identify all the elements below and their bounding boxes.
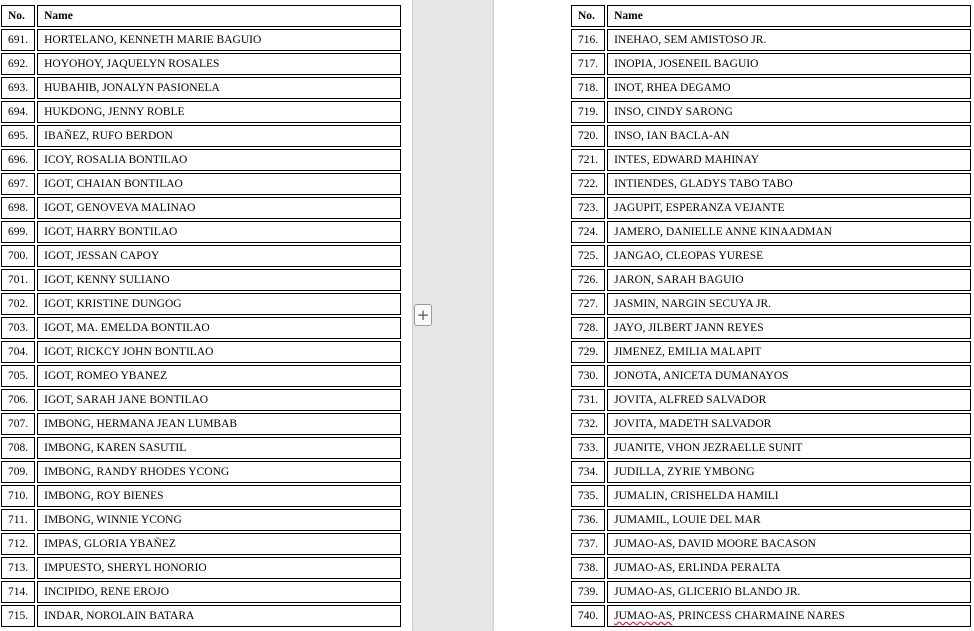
table-row <box>571 365 971 387</box>
row-name-cell[interactable]: JIMENEZ, EMILIA MALAPIT <box>607 341 971 363</box>
row-number-cell[interactable]: 698. <box>1 197 35 219</box>
row-number-cell[interactable]: 704. <box>1 341 35 363</box>
row-number-cell[interactable]: 723. <box>571 197 605 219</box>
row-name-cell[interactable]: INOPIA, JOSENEIL BAGUIO <box>607 53 971 75</box>
table-row <box>1 533 401 555</box>
table-row <box>1 101 401 123</box>
table-row <box>571 485 971 507</box>
row-number-cell[interactable]: 699. <box>1 221 35 243</box>
table-row <box>1 365 401 387</box>
row-number-cell[interactable]: 721. <box>571 149 605 171</box>
row-number-cell[interactable]: 705. <box>1 365 35 387</box>
table-row <box>1 221 401 243</box>
row-number-cell[interactable]: 694. <box>1 101 35 123</box>
row-number-cell[interactable]: 707. <box>1 413 35 435</box>
row-name-cell[interactable]: JANGAO, CLEOPAS YURESE <box>607 245 971 267</box>
row-number-cell[interactable]: 722. <box>571 173 605 195</box>
row-name-cell[interactable]: JUMALIN, CRISHELDA HAMILI <box>607 485 971 507</box>
column-header-no: No. <box>1 5 35 27</box>
row-number-cell[interactable]: 730. <box>571 365 605 387</box>
row-number-cell[interactable]: 693. <box>1 77 35 99</box>
row-name-cell[interactable]: INCIPIDO, RENE EROJO <box>37 581 401 603</box>
row-name-cell[interactable]: IBAÑEZ, RUFO BERDON <box>37 125 401 147</box>
document-page-left <box>0 0 412 631</box>
row-number-cell[interactable]: 718. <box>571 77 605 99</box>
row-number-cell[interactable]: 691. <box>1 29 35 51</box>
row-number-cell[interactable]: 728. <box>571 317 605 339</box>
table-row <box>1 53 401 75</box>
row-name-cell[interactable]: JOVITA, MADETH SALVADOR <box>607 413 971 435</box>
table-row <box>1 317 401 339</box>
row-name-cell[interactable]: JUDILLA, ZYRIE YMBONG <box>607 461 971 483</box>
row-name-cell[interactable]: IMBONG, ROY BIENES <box>37 485 401 507</box>
table-row <box>571 389 971 411</box>
table-row <box>571 533 971 555</box>
row-name-cell[interactable]: IMPAS, GLORIA YBAÑEZ <box>37 533 401 555</box>
row-number-cell[interactable]: 703. <box>1 317 35 339</box>
table-row <box>571 53 971 75</box>
row-number-cell[interactable]: 733. <box>571 437 605 459</box>
column-header-name: Name <box>607 5 971 27</box>
row-number-cell[interactable]: 700. <box>1 245 35 267</box>
table-row <box>1 485 401 507</box>
row-number-cell[interactable]: 734. <box>571 461 605 483</box>
row-number-cell[interactable]: 724. <box>571 221 605 243</box>
row-name-cell[interactable]: JAGUPIT, ESPERANZA VEJANTE <box>607 197 971 219</box>
row-name-cell[interactable]: INOT, RHEA DEGAMO <box>607 77 971 99</box>
row-number-cell[interactable]: 692. <box>1 53 35 75</box>
row-name-cell[interactable]: IMBONG, RANDY RHODES YCONG <box>37 461 401 483</box>
row-number-cell[interactable]: 714. <box>1 581 35 603</box>
row-name-cell[interactable]: JUANITE, VHON JEZRAELLE SUNIT <box>607 437 971 459</box>
table-row <box>1 437 401 459</box>
row-name-cell[interactable]: IGOT, MA. EMELDA BONTILAO <box>37 317 401 339</box>
row-name-cell[interactable]: HORTELANO, KENNETH MARIE BAGUIO <box>37 29 401 51</box>
table-header-row <box>571 5 971 27</box>
table-row <box>571 317 971 339</box>
row-number-cell[interactable]: 740. <box>571 605 605 627</box>
table-row <box>1 125 401 147</box>
row-name-cell[interactable]: IMBONG, HERMANA JEAN LUMBAB <box>37 413 401 435</box>
row-name-cell[interactable]: ICOY, ROSALIA BONTILAO <box>37 149 401 171</box>
row-name-cell[interactable]: INTES, EDWARD MAHINAY <box>607 149 971 171</box>
row-number-cell[interactable]: 716. <box>571 29 605 51</box>
row-name-cell[interactable]: IGOT, RICKCY JOHN BONTILAO <box>37 341 401 363</box>
table-row <box>1 413 401 435</box>
table-row <box>571 581 971 603</box>
table-row <box>571 149 971 171</box>
row-name-cell[interactable]: IGOT, ROMEO YBANEZ <box>37 365 401 387</box>
table-row <box>571 77 971 99</box>
row-name-cell[interactable]: INDAR, NOROLAIN BATARA <box>37 605 401 627</box>
row-number-cell[interactable]: 738. <box>571 557 605 579</box>
table-row <box>1 509 401 531</box>
row-name-cell[interactable]: IGOT, GENOVEVA MALINAO <box>37 197 401 219</box>
row-name-cell[interactable]: IMBONG, KAREN SASUTIL <box>37 437 401 459</box>
row-number-cell[interactable]: 725. <box>571 245 605 267</box>
table-row <box>1 389 401 411</box>
row-name-cell[interactable]: JUMAO-AS, DAVID MOORE BACASON <box>607 533 971 555</box>
table-row <box>1 341 401 363</box>
row-name-cell[interactable]: IMBONG, WINNIE YCONG <box>37 509 401 531</box>
table-row <box>571 557 971 579</box>
row-number-cell[interactable]: 706. <box>1 389 35 411</box>
row-name-cell[interactable]: JASMIN, NARGIN SECUYA JR. <box>607 293 971 315</box>
row-name-cell[interactable]: IGOT, JESSAN CAPOY <box>37 245 401 267</box>
row-name-cell[interactable]: IGOT, KENNY SULIANO <box>37 269 401 291</box>
row-number-cell[interactable]: 697. <box>1 173 35 195</box>
table-row <box>571 605 971 627</box>
table-row <box>571 197 971 219</box>
table-header-row <box>1 5 401 27</box>
table-row <box>571 125 971 147</box>
plus-icon: + <box>416 306 430 324</box>
table-row <box>1 269 401 291</box>
row-number-cell[interactable]: 735. <box>571 485 605 507</box>
row-number-cell[interactable]: 736. <box>571 509 605 531</box>
row-number-cell[interactable]: 708. <box>1 437 35 459</box>
row-number-cell[interactable]: 711. <box>1 509 35 531</box>
column-header-name: Name <box>37 5 401 27</box>
table-row <box>1 173 401 195</box>
table-row <box>1 29 401 51</box>
roster-table-left <box>0 3 403 629</box>
row-number-cell[interactable]: 737. <box>571 533 605 555</box>
row-name-cell[interactable]: IGOT, SARAH JANE BONTILAO <box>37 389 401 411</box>
row-number-cell[interactable]: 696. <box>1 149 35 171</box>
row-name-cell[interactable]: JUMAO-AS, ERLINDA PERALTA <box>607 557 971 579</box>
roster-table-right <box>569 3 973 629</box>
spellcheck-flagged-word[interactable]: JUMAO-AS <box>614 610 673 622</box>
row-name-cell[interactable]: JONOTA, ANICETA DUMANAYOS <box>607 365 971 387</box>
table-row <box>571 413 971 435</box>
table-row <box>571 221 971 243</box>
table-row <box>1 605 401 627</box>
row-number-cell[interactable]: 726. <box>571 269 605 291</box>
row-number-cell[interactable]: 709. <box>1 461 35 483</box>
table-row <box>1 149 401 171</box>
row-number-cell[interactable]: 739. <box>571 581 605 603</box>
row-name-cell[interactable]: INTIENDES, GLADYS TABO TABO <box>607 173 971 195</box>
row-name-cell[interactable]: JAMERO, DANIELLE ANNE KINAADMAN <box>607 221 971 243</box>
row-name-cell[interactable]: JUMAO-AS, PRINCESS CHARMAINE NARES <box>607 605 971 627</box>
table-row <box>1 293 401 315</box>
row-name-cell[interactable]: HUKDONG, JENNY ROBLE <box>37 101 401 123</box>
row-name-cell[interactable]: HOYOHOY, JAQUELYN ROSALES <box>37 53 401 75</box>
table-row <box>571 461 971 483</box>
table-row <box>571 245 971 267</box>
row-number-cell[interactable]: 731. <box>571 389 605 411</box>
table-row <box>571 509 971 531</box>
row-name-cell[interactable]: JUMAO-AS, GLICERIO BLANDO JR. <box>607 581 971 603</box>
row-number-cell[interactable]: 720. <box>571 125 605 147</box>
row-number-cell[interactable]: 715. <box>1 605 35 627</box>
row-name-cell[interactable]: HUBAHIB, JONALYN PASIONELA <box>37 77 401 99</box>
row-number-cell[interactable]: 727. <box>571 293 605 315</box>
row-name-cell[interactable]: INSO, CINDY SARONG <box>607 101 971 123</box>
table-row <box>1 461 401 483</box>
row-name-cell[interactable]: IGOT, HARRY BONTILAO <box>37 221 401 243</box>
table-row <box>1 557 401 579</box>
add-table-row-button[interactable] <box>414 304 432 326</box>
table-row <box>571 293 971 315</box>
row-number-cell[interactable]: 729. <box>571 341 605 363</box>
table-row <box>1 245 401 267</box>
row-name-cell[interactable]: JOVITA, ALFRED SALVADOR <box>607 389 971 411</box>
document-page-right <box>494 0 974 631</box>
row-name-cell[interactable]: INEHAO, SEM AMISTOSO JR. <box>607 29 971 51</box>
row-number-cell[interactable]: 695. <box>1 125 35 147</box>
row-name-cell[interactable]: IMPUESTO, SHERYL HONORIO <box>37 557 401 579</box>
table-row <box>571 173 971 195</box>
column-header-no: No. <box>571 5 605 27</box>
row-number-cell[interactable]: 701. <box>1 269 35 291</box>
row-number-cell[interactable]: 713. <box>1 557 35 579</box>
table-row <box>571 29 971 51</box>
row-name-cell[interactable]: IGOT, CHAIAN BONTILAO <box>37 173 401 195</box>
table-row <box>1 77 401 99</box>
table-row <box>1 197 401 219</box>
row-name-cell[interactable]: JARON, SARAH BAGUIO <box>607 269 971 291</box>
row-number-cell[interactable]: 719. <box>571 101 605 123</box>
table-row <box>571 101 971 123</box>
table-row <box>571 269 971 291</box>
row-name-cell[interactable]: INSO, IAN BACLA-AN <box>607 125 971 147</box>
row-name-cell[interactable]: IGOT, KRISTINE DUNGOG <box>37 293 401 315</box>
row-number-cell[interactable]: 710. <box>1 485 35 507</box>
row-name-cell[interactable]: JUMAMIL, LOUIE DEL MAR <box>607 509 971 531</box>
row-number-cell[interactable]: 732. <box>571 413 605 435</box>
row-number-cell[interactable]: 717. <box>571 53 605 75</box>
row-name-cell[interactable]: JAYO, JILBERT JANN REYES <box>607 317 971 339</box>
row-number-cell[interactable]: 702. <box>1 293 35 315</box>
table-row <box>1 581 401 603</box>
table-row <box>571 437 971 459</box>
row-number-cell[interactable]: 712. <box>1 533 35 555</box>
table-row <box>571 341 971 363</box>
